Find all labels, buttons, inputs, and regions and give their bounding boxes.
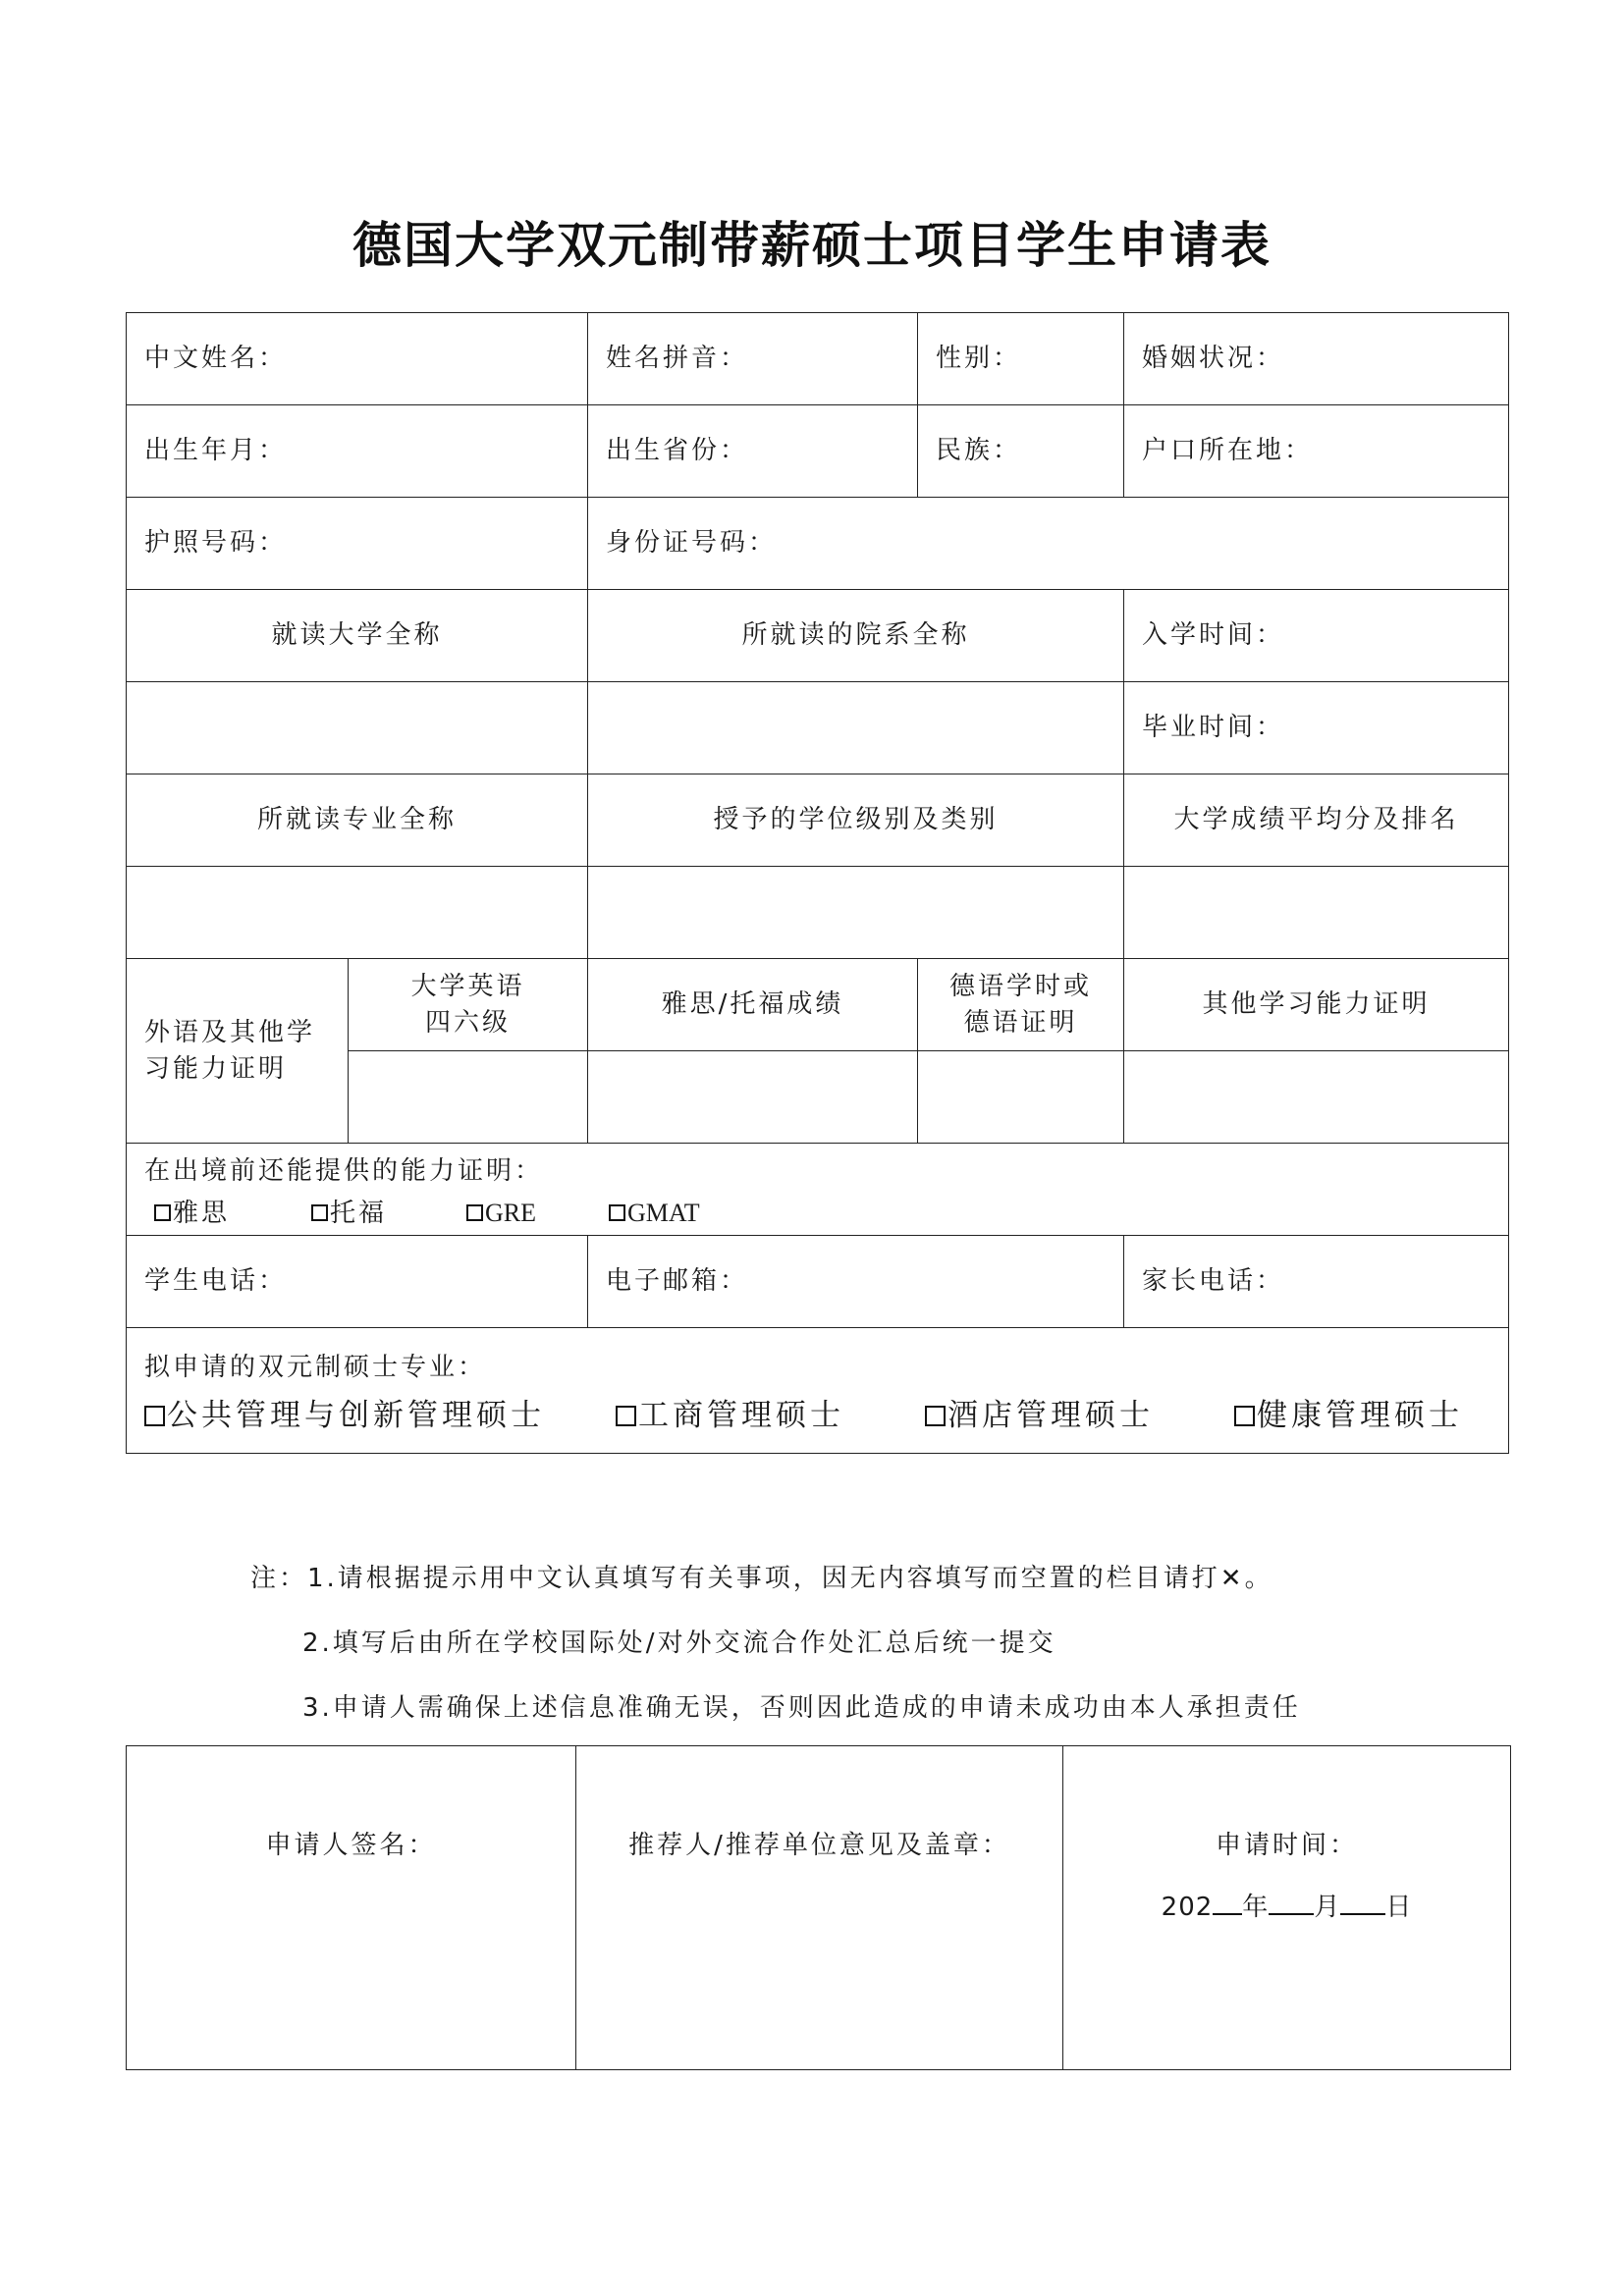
cet-line2: 四六级: [425, 1007, 512, 1038]
application-form-table: [126, 312, 1509, 1454]
ielts-label: 雅思: [173, 1198, 231, 1228]
enrollment-date-field[interactable]: 入学时间：: [1124, 590, 1509, 682]
german-line2: 德语证明: [963, 1007, 1078, 1038]
chinese-name-field[interactable]: 中文姓名：: [127, 313, 588, 405]
id-number-field[interactable]: 身份证号码：: [588, 498, 1509, 590]
german-input[interactable]: [918, 1051, 1124, 1144]
major-option-hotel-management[interactable]: [925, 1395, 1234, 1437]
checkbox-icon: [144, 1406, 165, 1426]
gmat-checkbox[interactable]: [609, 1196, 700, 1231]
checkbox-icon: [154, 1204, 171, 1221]
degree-type-input[interactable]: [588, 867, 1124, 959]
note-line-3: 3.申请人需确保上述信息准确无误，否则因此造成的申请未成功由本人承担责任: [302, 1693, 1301, 1723]
household-registration-field[interactable]: 户口所在地：: [1124, 405, 1509, 498]
day-blank[interactable]: [1340, 1888, 1385, 1915]
intended-major-label: 拟申请的双元制硕士专业：: [144, 1352, 487, 1382]
checkbox-icon: [609, 1204, 625, 1221]
intended-major-row: [127, 1328, 1509, 1454]
recommender-label: 推荐人/推荐单位意见及盖章：: [628, 1831, 1010, 1860]
gre-checkbox[interactable]: [466, 1196, 609, 1231]
birth-date-field[interactable]: 出生年月：: [127, 405, 588, 498]
gender-field[interactable]: 性别：: [918, 313, 1124, 405]
language-ability-label: 外语及其他学习能力证明: [127, 959, 349, 1144]
other-ability-header: 其他学习能力证明: [1124, 959, 1509, 1051]
pinyin-name-field[interactable]: 姓名拼音：: [588, 313, 918, 405]
cet-line1: 大学英语: [410, 972, 525, 1002]
major-option-business-administration[interactable]: [616, 1395, 925, 1437]
checkbox-icon: [1234, 1406, 1255, 1426]
degree-type-header: 授予的学位级别及类别: [588, 774, 1124, 867]
department-name-header: 所就读的院系全称: [588, 590, 1124, 682]
year-blank[interactable]: [1213, 1888, 1242, 1915]
toefl-label: 托福: [330, 1198, 388, 1228]
major-option-public-management[interactable]: [144, 1395, 616, 1437]
cet-header: [349, 959, 588, 1051]
year-prefix: 202: [1161, 1893, 1214, 1922]
checkbox-icon: [311, 1204, 328, 1221]
checkbox-icon: [466, 1204, 483, 1221]
cet-input[interactable]: [349, 1051, 588, 1144]
notes-section: [250, 1559, 1301, 1753]
email-field[interactable]: 电子邮箱：: [588, 1236, 1124, 1328]
month-suffix: 月: [1314, 1893, 1341, 1922]
major-name-input[interactable]: [127, 867, 588, 959]
day-suffix: 日: [1385, 1893, 1413, 1922]
note-line-1: 注：1.请根据提示用中文认真填写有关事项，因无内容填写而空置的栏目请打✕。: [250, 1564, 1273, 1593]
gpa-rank-header: 大学成绩平均分及排名: [1124, 774, 1509, 867]
parent-phone-field[interactable]: 家长电话：: [1124, 1236, 1509, 1328]
application-date-cell[interactable]: [1063, 1746, 1511, 2070]
major-option-label: 酒店管理硕士: [947, 1398, 1154, 1433]
german-line1: 德语学时或: [949, 972, 1093, 1002]
gre-label: GRE: [485, 1198, 536, 1227]
year-suffix: 年: [1242, 1893, 1270, 1922]
ielts-checkbox[interactable]: [154, 1196, 311, 1231]
pre-departure-label: 在出境前还能提供的能力证明：: [144, 1156, 544, 1187]
page-title: 德国大学双元制带薪硕士项目学生申请表: [352, 216, 1272, 274]
applicant-signature-cell[interactable]: [127, 1746, 576, 2070]
major-option-health-management[interactable]: [1234, 1395, 1463, 1437]
ielts-toefl-header: 雅思/托福成绩: [588, 959, 918, 1051]
passport-number-field[interactable]: 护照号码：: [127, 498, 588, 590]
university-name-header: 就读大学全称: [127, 590, 588, 682]
month-blank[interactable]: [1269, 1888, 1314, 1915]
date-fill-line[interactable]: [1064, 1887, 1509, 1923]
ethnicity-field[interactable]: 民族：: [918, 405, 1124, 498]
other-ability-input[interactable]: [1124, 1051, 1509, 1144]
applicant-signature-label: 申请人签名：: [265, 1831, 437, 1860]
toefl-checkbox[interactable]: [311, 1196, 466, 1231]
graduation-date-field[interactable]: 毕业时间：: [1124, 682, 1509, 774]
german-header: [918, 959, 1124, 1051]
recommender-cell[interactable]: [576, 1746, 1063, 2070]
student-phone-field[interactable]: 学生电话：: [127, 1236, 588, 1328]
signature-table: [126, 1745, 1511, 2070]
checkbox-icon: [925, 1406, 946, 1426]
gpa-rank-input[interactable]: [1124, 867, 1509, 959]
birth-province-field[interactable]: 出生省份：: [588, 405, 918, 498]
marital-status-field[interactable]: 婚姻状况：: [1124, 313, 1509, 405]
major-option-label: 公共管理与创新管理硕士: [167, 1398, 545, 1433]
checkbox-icon: [616, 1406, 636, 1426]
gmat-label: GMAT: [627, 1198, 700, 1227]
major-name-header: 所就读专业全称: [127, 774, 588, 867]
note-line-2: 2.填写后由所在学校国际处/对外交流合作处汇总后统一提交: [302, 1629, 1056, 1658]
university-name-input[interactable]: [127, 682, 588, 774]
ielts-toefl-input[interactable]: [588, 1051, 918, 1144]
department-name-input[interactable]: [588, 682, 1124, 774]
major-option-label: 工商管理硕士: [638, 1398, 844, 1433]
major-option-label: 健康管理硕士: [1257, 1398, 1463, 1433]
pre-departure-row: [127, 1144, 1509, 1236]
application-date-label: 申请时间：: [1215, 1831, 1358, 1860]
